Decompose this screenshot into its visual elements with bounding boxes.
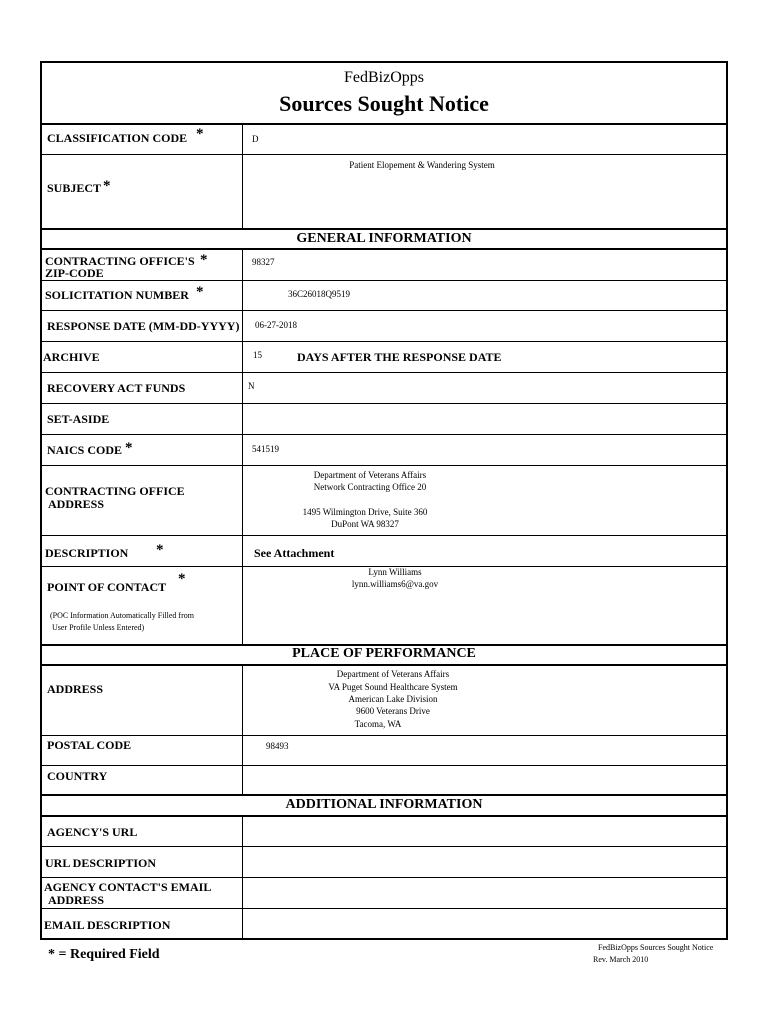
recovery-act-funds-label: RECOVERY ACT FUNDS (47, 381, 186, 395)
classification-code-value[interactable]: D (252, 134, 259, 144)
contracting-office-address-line[interactable]: 1495 Wilmington Drive, Suite 360 (302, 507, 428, 517)
divider (40, 465, 728, 466)
contracting-office-address-label-line1: CONTRACTING OFFICE (45, 484, 185, 498)
column-divider (242, 123, 243, 228)
divider (40, 908, 728, 909)
column-divider (242, 248, 243, 644)
zip-code-label-line1: CONTRACTING OFFICE'S (45, 254, 195, 268)
divider (40, 434, 728, 435)
subject-value[interactable]: Patient Elopement & Wandering System (349, 160, 495, 170)
naics-code-label: NAICS CODE (47, 443, 123, 457)
required-star: * (196, 284, 204, 300)
required-star: * (103, 178, 111, 194)
required-star: * (156, 542, 164, 558)
divider-section (40, 228, 728, 230)
archive-days-value[interactable]: 15 (253, 350, 262, 360)
postal-code-value[interactable]: 98493 (266, 741, 289, 751)
form-revision: Rev. March 2010 (593, 955, 649, 964)
contracting-office-address-line[interactable]: DuPont WA 98327 (331, 519, 399, 529)
agency-email-label-line1: AGENCY CONTACT'S EMAIL (44, 880, 212, 894)
pop-address-line[interactable]: Department of Veterans Affairs (336, 669, 450, 679)
contracting-office-address-label-line2: ADDRESS (48, 497, 105, 511)
required-star: * (196, 126, 204, 142)
poc-email[interactable]: lynn.williams6@va.gov (351, 579, 439, 589)
column-divider (242, 664, 243, 794)
required-star: * (200, 252, 208, 268)
zip-code-value[interactable]: 98327 (252, 257, 275, 267)
contracting-office-address-line[interactable]: Network Contracting Office 20 (313, 482, 427, 492)
pop-address-line[interactable]: American Lake Division (348, 694, 438, 704)
poc-note-line2: User Profile Unless Entered) (52, 623, 145, 632)
divider-section (40, 248, 728, 250)
description-value[interactable]: See Attachment (254, 546, 335, 560)
section-additional-information: ADDITIONAL INFORMATION (285, 797, 483, 812)
solicitation-number-label: SOLICITATION NUMBER (45, 288, 189, 302)
zip-code-label-line2: ZIP-CODE (45, 266, 104, 280)
divider (40, 310, 728, 311)
pop-address-line[interactable]: 9600 Veterans Drive (356, 706, 430, 716)
agency-email-label-line2: ADDRESS (48, 893, 105, 907)
pop-address-line[interactable]: Tacoma, WA (354, 719, 402, 729)
required-field-note: * = Required Field (48, 947, 160, 962)
section-place-of-performance: PLACE OF PERFORMANCE (292, 646, 476, 661)
set-aside-label: SET-ASIDE (47, 412, 110, 426)
contracting-office-address-line[interactable]: Department of Veterans Affairs (313, 470, 427, 480)
email-description-label: EMAIL DESCRIPTION (44, 918, 171, 932)
response-date-label: RESPONSE DATE (MM-DD-YYYY) (47, 319, 240, 333)
required-star: * (125, 440, 133, 456)
recovery-act-funds-value[interactable]: N (248, 381, 255, 391)
solicitation-number-value[interactable]: 36C26018Q9519 (288, 289, 351, 299)
column-divider (242, 815, 243, 940)
form-name: FedBizOpps Sources Sought Notice (598, 943, 714, 952)
archive-label: ARCHIVE (43, 350, 100, 364)
divider (40, 154, 728, 155)
postal-code-label: POSTAL CODE (47, 738, 132, 752)
description-label: DESCRIPTION (45, 546, 129, 560)
subject-label: SUBJECT (47, 181, 102, 195)
page-title: Sources Sought Notice (279, 91, 489, 116)
pop-address-line[interactable]: VA Puget Sound Healthcare System (328, 682, 458, 692)
poc-name[interactable]: Lynn Williams (368, 567, 422, 577)
divider-header (40, 123, 728, 125)
divider (40, 765, 728, 766)
divider (40, 372, 728, 373)
naics-code-value[interactable]: 541519 (252, 444, 279, 454)
divider-section (40, 815, 728, 817)
required-star: * (178, 571, 186, 587)
classification-code-label: CLASSIFICATION CODE (47, 131, 188, 145)
divider (40, 341, 728, 342)
divider (40, 535, 728, 536)
agency-url-label: AGENCY'S URL (47, 825, 138, 839)
divider (40, 877, 728, 878)
archive-days-suffix: DAYS AFTER THE RESPONSE DATE (297, 350, 502, 364)
site-name: FedBizOpps (344, 69, 424, 86)
country-label: COUNTRY (47, 769, 108, 783)
section-general-information: GENERAL INFORMATION (296, 231, 472, 246)
url-description-label: URL DESCRIPTION (45, 856, 157, 870)
pop-address-label: ADDRESS (47, 682, 104, 696)
divider (40, 280, 728, 281)
point-of-contact-label: POINT OF CONTACT (47, 580, 167, 594)
divider (40, 846, 728, 847)
response-date-value[interactable]: 06-27-2018 (255, 320, 297, 330)
divider-section (40, 664, 728, 666)
poc-note-line1: (POC Information Automatically Filled from (50, 611, 194, 620)
divider-section (40, 794, 728, 796)
divider (40, 735, 728, 736)
divider (40, 403, 728, 404)
